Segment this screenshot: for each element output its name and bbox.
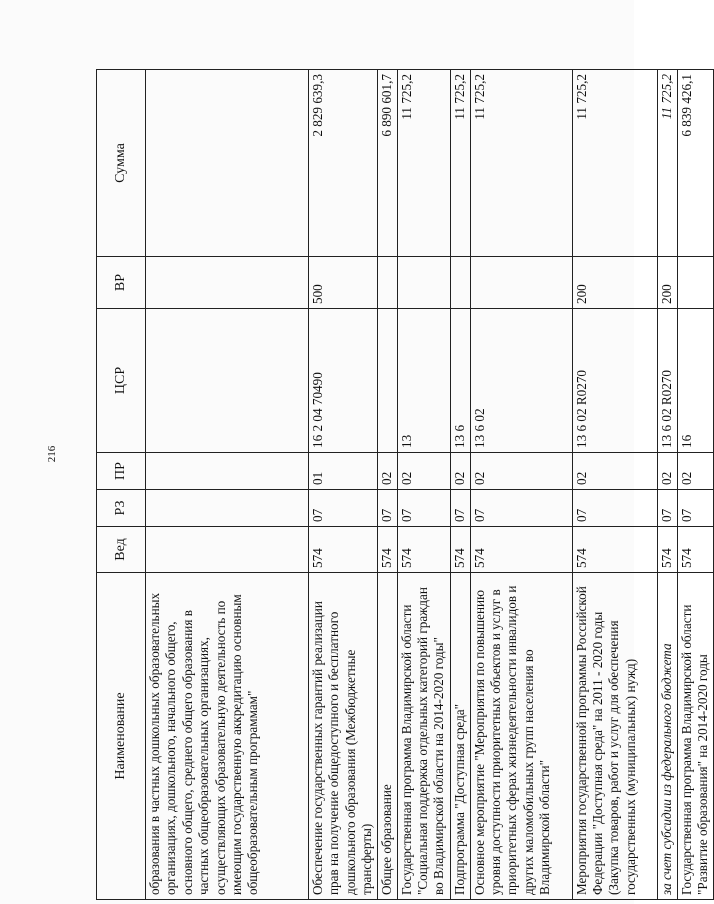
- cell-pr: 02: [470, 453, 572, 490]
- cell-pr: [146, 453, 309, 490]
- cell-ved: 574: [450, 527, 470, 573]
- header-name: Наименование: [97, 573, 146, 900]
- table-row: [397, 70, 450, 900]
- cell-ved: 574: [377, 527, 397, 573]
- table-row: [572, 70, 657, 900]
- cell-pr: 02: [397, 453, 450, 490]
- table-row: [309, 70, 378, 900]
- cell-csr: [146, 309, 309, 453]
- cell-csr: 13 6: [450, 309, 470, 453]
- cell-name: Подпрограмма "Доступная среда": [450, 573, 470, 900]
- header-ved: Вед: [97, 527, 146, 573]
- cell-sum: 11 725,2: [572, 70, 657, 257]
- header-vr: ВР: [97, 257, 146, 309]
- cell-name: Мероприятия государственной программы Российской Федерации "Доступная среда" на 2011 - 2020 годы (Закупка товаров, работ и услуг для обеспечения государственных (муниципальных) нужд): [572, 573, 657, 900]
- table-row: [377, 70, 397, 900]
- cell-rz: 07: [397, 490, 450, 527]
- cell-sum: 2 829 639,3: [309, 70, 378, 257]
- table-row: [146, 70, 309, 900]
- header-sum: Сумма: [97, 70, 146, 257]
- cell-sum: 11 725,2: [450, 70, 470, 257]
- cell-rz: 07: [377, 490, 397, 527]
- cell-name: образования в частных дошкольных образовательных организациях, дошкольного, начального общего, основного общего, среднего общего образования в частных общеобразовательных организациях, осуществляющих образовательную деятельность по имеющим государственную аккредитацию основным общеобразовательным программам": [146, 573, 309, 900]
- cell-sum: 11 725,2: [657, 70, 677, 257]
- cell-csr: 13 6 02 R0270: [572, 309, 657, 453]
- cell-ved: [146, 527, 309, 573]
- table-viewport: [96, 70, 711, 900]
- cell-vr: 200: [572, 257, 657, 309]
- cell-name: за счет субсидии из федерального бюджета: [657, 573, 677, 900]
- cell-vr: [677, 257, 713, 309]
- cell-ved: 574: [397, 527, 450, 573]
- cell-ved: 574: [677, 527, 713, 573]
- cell-csr: 13: [397, 309, 450, 453]
- cell-name: Обеспечение государственных гарантий реализации прав на получение общедоступного и бесплатного дошкольного образования (Межбюджетные трансферты): [309, 573, 378, 900]
- cell-sum: 6 890 601,7: [377, 70, 397, 257]
- cell-csr: 13 6 02: [470, 309, 572, 453]
- cell-vr: [397, 257, 450, 309]
- cell-vr: [377, 257, 397, 309]
- table-row: [657, 70, 677, 900]
- cell-vr: [470, 257, 572, 309]
- cell-ved: 574: [572, 527, 657, 573]
- table-row: [470, 70, 572, 900]
- cell-pr: 01: [309, 453, 378, 490]
- cell-name: Общее образование: [377, 573, 397, 900]
- cell-csr: [377, 309, 397, 453]
- cell-rz: 07: [677, 490, 713, 527]
- cell-rz: 07: [470, 490, 572, 527]
- cell-vr: [146, 257, 309, 309]
- header-csr: ЦСР: [97, 309, 146, 453]
- rotated-sheet: [96, 70, 711, 900]
- header-row: [97, 70, 146, 900]
- cell-pr: 02: [450, 453, 470, 490]
- header-rz: РЗ: [97, 490, 146, 527]
- cell-vr: [450, 257, 470, 309]
- cell-vr: 200: [657, 257, 677, 309]
- header-pr: ПР: [97, 453, 146, 490]
- cell-sum: 6 839 426,1: [677, 70, 713, 257]
- cell-ved: 574: [657, 527, 677, 573]
- cell-name: Государственная программа Владимирской области "Социальная поддержка отдельных категорий граждан во Владимирской области на 2014-2020 годы": [397, 573, 450, 900]
- cell-csr: 16: [677, 309, 713, 453]
- cell-rz: [146, 490, 309, 527]
- cell-name: Государственная программа Владимирской области "Развитие образования" на 2014-2020 годы: [677, 573, 713, 900]
- cell-rz: 07: [572, 490, 657, 527]
- cell-rz: 07: [657, 490, 677, 527]
- cell-rz: 07: [309, 490, 378, 527]
- table-row: [677, 70, 713, 900]
- cell-pr: 02: [377, 453, 397, 490]
- cell-csr: 16 2 04 70490: [309, 309, 378, 453]
- cell-ved: 574: [309, 527, 378, 573]
- cell-sum: 11 725,2: [397, 70, 450, 257]
- cell-pr: 02: [657, 453, 677, 490]
- cell-sum: 11 725,2: [470, 70, 572, 257]
- cell-sum: [146, 70, 309, 257]
- cell-vr: 500: [309, 257, 378, 309]
- cell-pr: 02: [677, 453, 713, 490]
- cell-csr: 13 6 02 R0270: [657, 309, 677, 453]
- table-row: [450, 70, 470, 900]
- cell-name: Основное мероприятие "Мероприятия по повышению уровня доступности приоритетных объектов и услуг в приоритетных сферах жизнедеятельности инвалидов и других маломобильных групп населения во Владимирской области": [470, 573, 572, 900]
- page-number: 216: [46, 445, 58, 463]
- cell-rz: 07: [450, 490, 470, 527]
- budget-table: [96, 69, 714, 900]
- cell-ved: 574: [470, 527, 572, 573]
- cell-pr: 02: [572, 453, 657, 490]
